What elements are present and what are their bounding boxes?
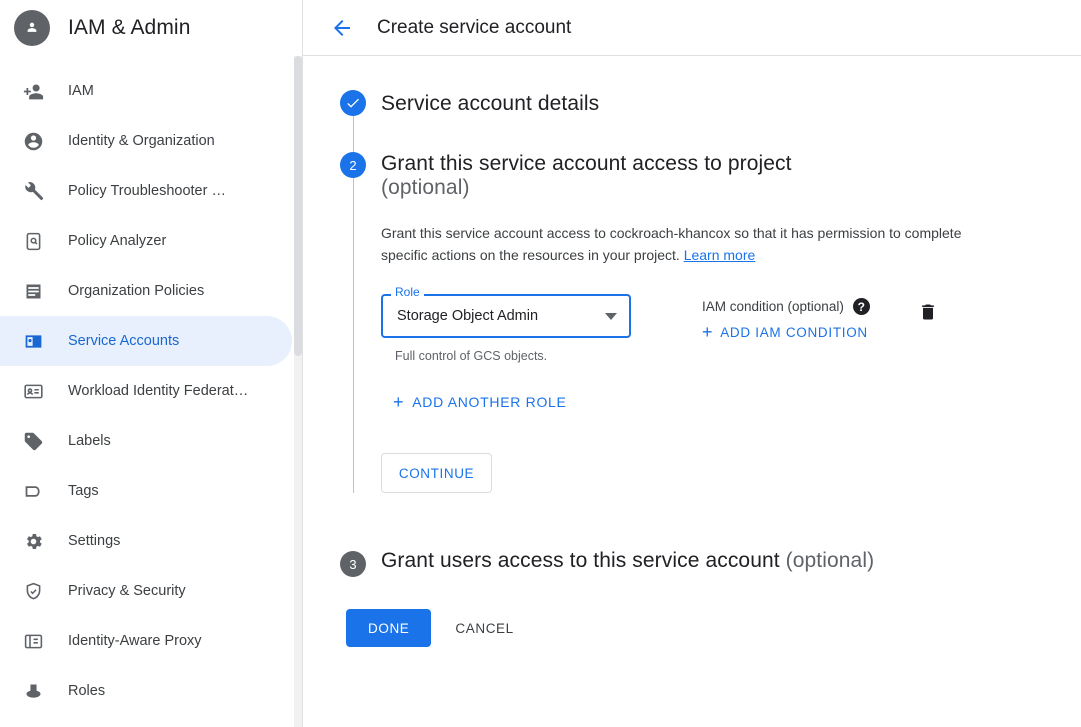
wizard-footer bbox=[303, 609, 1081, 647]
main-panel bbox=[303, 0, 1081, 727]
sidebar-item-label: IAM bbox=[68, 83, 94, 99]
role-row bbox=[381, 285, 1051, 363]
sidebar-item-identity-aware-proxy[interactable] bbox=[0, 616, 292, 666]
sidebar-item-policy-analyzer[interactable] bbox=[0, 216, 292, 266]
trash-icon[interactable] bbox=[918, 294, 938, 327]
help-icon[interactable]: ? bbox=[853, 298, 870, 315]
hat-icon bbox=[22, 680, 44, 702]
arrow-back-icon[interactable] bbox=[329, 15, 355, 41]
shield-person-icon bbox=[14, 10, 50, 46]
iam-condition-block bbox=[702, 294, 870, 341]
sidebar-item-label: Policy Analyzer bbox=[68, 233, 167, 249]
proxy-icon bbox=[22, 630, 44, 652]
tag-outline-icon bbox=[22, 480, 44, 502]
add-iam-condition-button[interactable] bbox=[702, 323, 870, 341]
sidebar-item-identity-organization[interactable] bbox=[0, 116, 292, 166]
step2-title bbox=[381, 152, 1051, 200]
step2-description bbox=[381, 222, 981, 266]
step3-title-text: Grant users access to this service account bbox=[381, 549, 780, 572]
document-search-icon bbox=[22, 230, 44, 252]
step-body bbox=[381, 152, 1081, 493]
sidebar-item-label: Service Accounts bbox=[68, 333, 180, 349]
main-title: Create service account bbox=[377, 16, 572, 38]
add-iam-condition-label: ADD IAM CONDITION bbox=[720, 324, 868, 340]
sidebar-item-labels[interactable] bbox=[0, 416, 292, 466]
sidebar-item-privacy-security[interactable] bbox=[0, 566, 292, 616]
step-grant-project-access bbox=[303, 152, 1081, 493]
role-select-value: Storage Object Admin bbox=[397, 308, 539, 324]
sidebar-item-iam[interactable] bbox=[0, 66, 292, 116]
shield-check-icon bbox=[22, 580, 44, 602]
step-marker-3: 3 bbox=[340, 551, 366, 577]
learn-more-link[interactable]: Learn more bbox=[683, 247, 756, 263]
page-title: IAM & Admin bbox=[68, 16, 191, 39]
sidebar-header bbox=[0, 0, 302, 56]
step-grant-users-access[interactable] bbox=[303, 549, 1081, 577]
continue-button[interactable]: CONTINUE bbox=[381, 453, 492, 493]
sidebar-item-label: Identity-Aware Proxy bbox=[68, 633, 202, 649]
sidebar-item-label: Policy Troubleshooter … bbox=[68, 183, 226, 199]
sidebar-item-roles[interactable] bbox=[0, 666, 292, 716]
sidebar-item-settings[interactable] bbox=[0, 516, 292, 566]
wizard-content bbox=[303, 56, 1081, 727]
step-marker-check bbox=[340, 90, 366, 116]
list-panel-icon bbox=[22, 280, 44, 302]
step3-title bbox=[381, 549, 1051, 573]
sidebar-scrollbar-thumb[interactable] bbox=[294, 56, 302, 356]
sidebar-item-service-accounts[interactable] bbox=[0, 316, 292, 366]
add-another-role-button[interactable] bbox=[381, 393, 1051, 411]
sidebar bbox=[0, 0, 303, 727]
role-helper-text: Full control of GCS objects. bbox=[395, 349, 548, 363]
sidebar-item-label: Labels bbox=[68, 433, 111, 449]
gear-icon bbox=[22, 530, 44, 552]
add-another-role-label: ADD ANOTHER ROLE bbox=[412, 394, 567, 410]
id-card-icon bbox=[22, 380, 44, 402]
sidebar-item-label: Privacy & Security bbox=[68, 583, 186, 599]
plus-icon: + bbox=[393, 392, 405, 412]
person-add-icon bbox=[22, 80, 44, 102]
chevron-down-icon bbox=[605, 313, 617, 320]
step2-description-text: Grant this service account access to cockroach-khancox so that it has permission to complete specific actions on the resources in your project. bbox=[381, 225, 962, 263]
sidebar-item-label: Roles bbox=[68, 683, 106, 699]
tag-icon bbox=[22, 430, 44, 452]
wrench-icon bbox=[22, 180, 44, 202]
iam-condition-header bbox=[702, 298, 870, 315]
role-select[interactable] bbox=[381, 294, 631, 338]
done-button[interactable]: DONE bbox=[346, 609, 431, 647]
step1-title: Service account details bbox=[381, 92, 600, 115]
sidebar-item-label: Settings bbox=[68, 533, 121, 549]
role-select-wrapper bbox=[381, 285, 631, 363]
sidebar-item-label: Organization Policies bbox=[68, 283, 205, 299]
sidebar-item-label: Identity & Organization bbox=[68, 133, 215, 149]
step-gutter bbox=[303, 152, 381, 493]
step-body bbox=[381, 90, 1081, 152]
iam-condition-label: IAM condition (optional) bbox=[702, 299, 844, 314]
badge-key-icon bbox=[22, 330, 44, 352]
step2-optional-label: (optional) bbox=[381, 176, 470, 199]
role-field-label: Role bbox=[391, 285, 424, 299]
plus-icon: + bbox=[702, 322, 714, 342]
step-body bbox=[381, 549, 1081, 577]
step-gutter bbox=[303, 549, 381, 577]
sidebar-nav bbox=[0, 66, 302, 716]
step2-title-text: Grant this service account access to project bbox=[381, 152, 792, 175]
account-circle-icon bbox=[22, 130, 44, 152]
step-service-account-details[interactable] bbox=[303, 90, 1081, 152]
sidebar-item-label: Workload Identity Federat… bbox=[68, 383, 249, 399]
sidebar-item-policy-troubleshooter[interactable] bbox=[0, 166, 292, 216]
cancel-button[interactable]: CANCEL bbox=[447, 621, 521, 636]
sidebar-item-workload-identity-federation[interactable] bbox=[0, 366, 292, 416]
main-header bbox=[303, 0, 1081, 56]
step-gutter bbox=[303, 90, 381, 152]
step-marker-2: 2 bbox=[340, 152, 366, 178]
step-connector-line bbox=[353, 178, 354, 493]
sidebar-item-organization-policies[interactable] bbox=[0, 266, 292, 316]
sidebar-item-tags[interactable] bbox=[0, 466, 292, 516]
sidebar-item-label: Tags bbox=[68, 483, 99, 499]
step-connector-line bbox=[353, 116, 354, 152]
step3-optional-label: (optional) bbox=[785, 549, 875, 572]
